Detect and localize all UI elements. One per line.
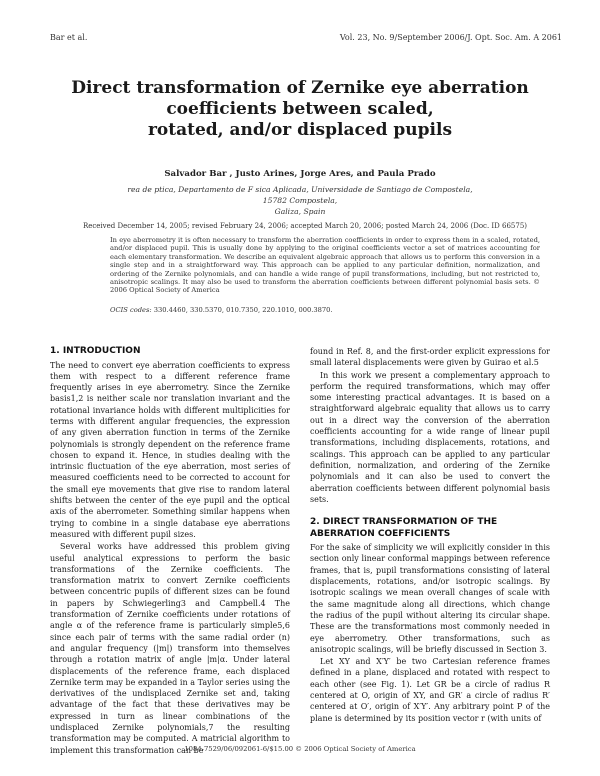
section-gap (310, 505, 550, 517)
title-line: rotated, and/or displaced pupils (147, 120, 453, 140)
body-paragraph: found in Ref. 8, and the first-order explicit expressions for small lateral displacements were given by Guirao et al.5 (310, 347, 550, 368)
affiliation-line: rea de ptica, Departamento de F sica Aplicada, Universidade de Santiago de Compostela, 15782 Compostela, (127, 185, 473, 205)
page-footer: 1084-7529/06/092061-6/$15.00 © 2006 Optical Society of America (184, 745, 416, 753)
abstract: In eye aberrometry it is often necessary to transform the aberration coefficients in order to express them in a scaled, rotated, and/or displaced pupil. This is usually done by applying to the original coefficients vector a set of matrices accounting for each elementary transformation. We describe an equivalent algebraic approach that allows us to perform this conversion in a single step and in a straightforward way. This approach can be applied to any particular definition, normalization, and ordering of the Zernike polynomials, and can handle a wide range of pupil transformations, including, but not restricted to, anisotropic scalings. It may also be used to transform the aberration coefficients between different polynomial basis sets. © 2006 Optical Society of America (110, 236, 540, 295)
body-paragraph: For the sake of simplicity we will explicitly consider in this section only linear conformal mappings between reference frames, that is, pupil transformations consisting of lateral displacements, rotations, and/or isotropic scalings. By isotropic scalings we mean overall changes of scale with the same magnitude along all directions, which change the radius of the pupil without altering its circular shape. These are the transformations most commonly needed in eye aberrometry. Other transformations, such as anisotropic scalings, will be briefly discussed in Section 3. (310, 543, 550, 654)
ocis-codes (110, 306, 540, 314)
body-paragraph: Let XY and X′Y′ be two Cartesian reference frames defined in a plane, displaced and rotated with respect to each other (see Fig. 1). Let GR be a circle of radius R centered at O, origin of XY, and GR′ a circle of radius R′ centered at O′, origin of X′Y′. Any arbitrary point P of the plane is determined by its position vector r (with units of (310, 657, 550, 723)
received-dates: Received December 14, 2005; revised February 24, 2006; accepted March 20, 2006; posted March 24, 2006 (Doc. ID 66575) (82, 222, 528, 230)
left-column (50, 346, 290, 756)
running-head-left: Bar et al. (50, 33, 88, 42)
title-line: Direct transformation of Zernike eye aberration (71, 78, 529, 98)
ocis-label: OCIS codes: (110, 306, 152, 314)
heading-line: 2. DIRECT TRANSFORMATION OF THE (310, 517, 498, 528)
affiliation (120, 184, 480, 217)
paper-title (60, 78, 540, 141)
title-line: coefficients between scaled, (166, 99, 434, 119)
right-column (310, 346, 550, 724)
section-heading-introduction: 1. INTRODUCTION (50, 346, 141, 356)
body-paragraph: The need to convert eye aberration coefficients to express them with respect to a different reference frame frequently arises in eye aberrometry. Since the Zernike basis1,2 is neither scale nor translation invariant and the rotational invariance holds with different multiplicities for terms with different angular frequencies, the expression of any given aberration function in terms of the Zernike polynomials is strongly dependent on the reference frame chosen to expand it. Hence, in studies dealing with the intrinsic fluctuation of the eye aberration, most series of measured coefficients need to be corrected to account for the small eye movements that give rise to random lateral shifts between the center of the eye pupil and the optical axis of the aberrometer. Something similar happens when trying to combine in a single database eye aberrations measured with different pupil sizes. (50, 360, 290, 539)
affiliation-line: Galiza, Spain (274, 207, 326, 216)
ocis-values: 330.4460, 330.5370, 010.7350, 220.1010, 000.3870. (153, 306, 333, 314)
section-heading-direct-transformation (310, 517, 550, 540)
body-paragraph: Several works have addressed this problem giving useful analytical expressions to perform the basic transformations of the Zernike coefficients. The transformation matrix to convert Zernike coefficients between concentric pupils of different sizes can be found in papers by Schwiegerling3 and Campbell.4 The transformation of Zernike coefficients under rotations of angle α of the reference frame is particularly simple5,6 since each pair of terms with the same radial order (n) and angular frequency (|m|) transform into themselves through a rotation matrix of angle |m|α. Under lateral displacements of the reference frame, each displaced Zernike term may be expanded in a Taylor series using the derivatives of the undisplaced Zernike set and, taking advantage of the fact that these derivatives may be expressed in turn as linear combinations of the undisplaced Zernike polynomials,7 the resulting transformation may be computed. A matricial algorithm to implement this transformation can be (50, 542, 290, 755)
body-paragraph: In this work we present a complementary approach to perform the required transformations, which may offer some interesting practical advantages. It is based on a straightforward algebraic equality that allows us to carry out in a direct way the conversion of the aberration coefficients accounting for a wide range of linear pupil transformations, including displacements, rotations, and scalings. This approach can be applied to any particular definition, normalization, and ordering of the Zernike polynomials and it can also be used to convert the aberration coefficients between different polynomial basis sets. (310, 370, 550, 504)
running-head-right: Vol. 23, No. 9/September 2006/J. Opt. Soc. Am. A 2061 (339, 33, 562, 42)
author-list: Salvador Bar , Justo Arines, Jorge Ares, and Paula Prado (164, 169, 436, 179)
heading-line: ABERRATION COEFFICIENTS (310, 528, 451, 539)
